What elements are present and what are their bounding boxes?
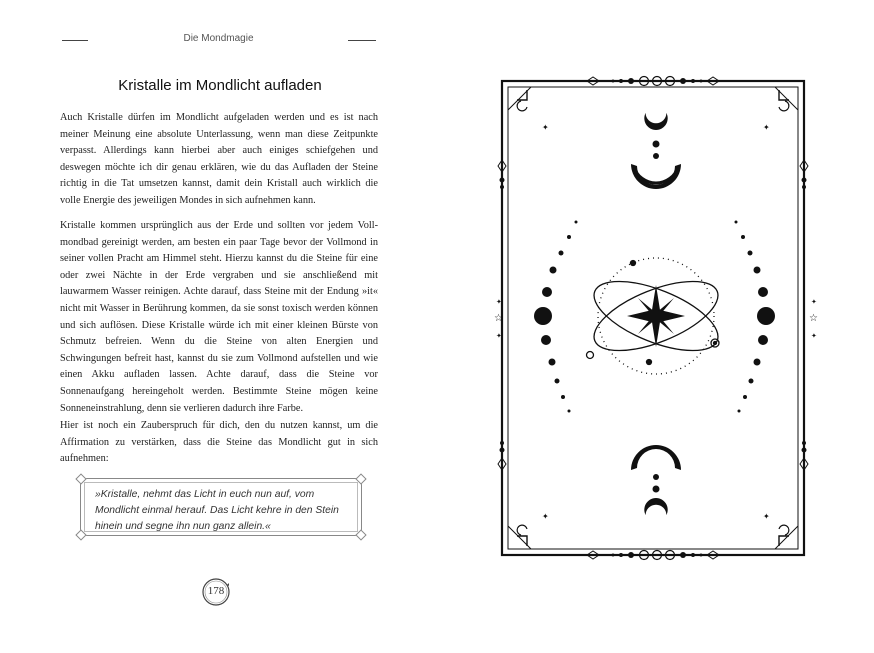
- svg-text:✦: ✦: [763, 123, 770, 132]
- svg-text:✦: ✦: [763, 512, 770, 521]
- corner-ornament: [355, 473, 366, 484]
- bottom-crescent-column: [631, 445, 681, 515]
- right-page: [437, 0, 874, 648]
- corner-ornament: [355, 529, 366, 540]
- svg-text:✦: ✦: [496, 298, 502, 306]
- svg-text:✦: ✦: [496, 332, 502, 340]
- svg-text:✦: ✦: [542, 512, 549, 521]
- corner-ornament: [75, 473, 86, 484]
- top-crescent-column: [631, 113, 681, 189]
- page-number-badge: [200, 576, 232, 608]
- celestial-orbit-emblem: [585, 258, 727, 374]
- running-head: Die Mondmagie: [183, 33, 254, 44]
- svg-text:✦: ✦: [811, 298, 817, 306]
- left-moon-phase-arc: [534, 221, 578, 413]
- paragraph-3: Hier ist noch ein Zauberspruch für dich, den du nutzen kannst, um die Affirmation zu verstärken, dass die Steine das Mondlicht gut in sich aufnehmen:: [60, 420, 378, 465]
- header-rule-left: [62, 40, 88, 41]
- paragraph-2: Kristalle kommen ursprünglich aus der Erde und sollten vor jedem Vollmondbad gereinigt werden, am besten ein paar Tage bevor der Vollmond in seiner vollen Pracht am Himmel steht. Hierzu kannst du die Steine für eine oder zwei Nächte in der Erde vergraben und sie anschließend mit lauwarmem Wasser reinigen. Achte darauf, dass Steine mit der Endung »it« nicht mit Wasser in Berührung kommen, da sie sonst toxisch werden können und sich auflösen. Diese Kristalle würde ich mit einer kleinen Bürste von Schmutz befreien. Wenn du die Steine von alten Energien und Schwingungen befreit hast, kannst du sie zum Vollmond aufstellen und wie einen Akku aufladen lassen. Achte darauf, dass die Steine vor Sonnenaufgang hereingeholt werden. Bestimmte Steine mögen keine Sonneneinstrahlung, denn sie verlieren dadurch ihre Farbe.: [60, 220, 378, 414]
- svg-text:☆: ☆: [494, 313, 503, 324]
- corner-ornament: [75, 529, 86, 540]
- left-page: [0, 0, 437, 648]
- spell-quote-text: »Kristalle, nehmt das Licht in euch nun auf, vom Mondlicht einmal herauf. Das Licht kehre in den Stein hinein und segne ihn nun ganz allein.«: [95, 489, 339, 532]
- header-rule-right: [348, 40, 376, 41]
- svg-text:✦: ✦: [542, 123, 549, 132]
- spell-quote-box: [80, 478, 362, 536]
- right-moon-phase-arc: [735, 221, 776, 413]
- page-number: 178: [207, 585, 225, 597]
- svg-text:☆: ☆: [809, 313, 818, 324]
- chapter-title: Kristalle im Mondlicht aufladen: [118, 77, 322, 94]
- paragraph-1: Auch Kristalle dürfen im Mondlicht aufgeladen werden und es ist nach meiner Meinung eine absolute Unterlassung, wenn man diese Zeitpunkte verpasst. Allerdings kann hierbei aber auch einiges schiefgehen und deswegen möchte ich dir genau erklären, wie du das Aufladen der Steine richtig in die Tat umsetzen kannst, damit dein Kristall auch wirklich die volle Energie des jeweiligen Mondes in sich aufnehmen kann.: [60, 112, 378, 206]
- svg-text:✦: ✦: [811, 332, 817, 340]
- moon-illustration: [437, 0, 874, 648]
